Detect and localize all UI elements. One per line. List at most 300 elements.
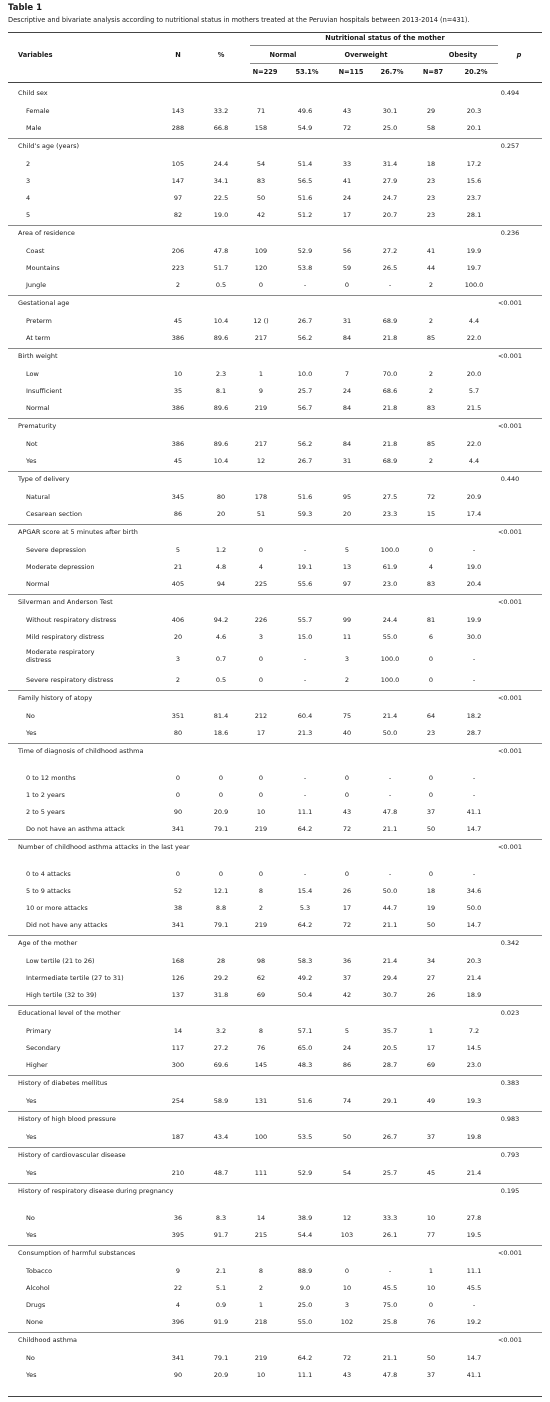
table-cell: 95 <box>342 493 352 501</box>
row-label: Tobacco <box>26 1267 53 1275</box>
table-cell: 37 <box>426 808 436 816</box>
table-cell: 2 <box>428 387 434 395</box>
table-cell: 48.7 <box>213 1169 229 1177</box>
table-cell: 51.6 <box>297 1097 313 1105</box>
row-label: Mountains <box>26 264 60 272</box>
row-label: At term <box>26 334 51 342</box>
table-cell: - <box>303 870 307 878</box>
table-cell: 21.8 <box>382 404 398 412</box>
table-cell: 94.2 <box>213 616 229 624</box>
table-cell: 75.0 <box>382 1301 398 1309</box>
section-title: Gestational age <box>18 299 70 307</box>
row-label: Secondary <box>26 1044 61 1052</box>
p-value: <0.001 <box>497 352 523 360</box>
table-cell: 21.4 <box>382 957 398 965</box>
table-cell: 2 <box>175 676 181 684</box>
table-cell: 20.9 <box>213 808 229 816</box>
table-cell: 254 <box>171 1097 185 1105</box>
table-cell: 8.1 <box>215 387 227 395</box>
table-cell: 2 <box>258 1284 264 1292</box>
table-cell: 19.3 <box>466 1097 482 1105</box>
table-cell: 131 <box>254 1097 268 1105</box>
table-cell: 187 <box>171 1133 185 1141</box>
table-cell: 14.7 <box>466 921 482 929</box>
row-label: 2 <box>26 160 31 168</box>
table-cell: 53.5 <box>297 1133 313 1141</box>
table-cell: 14.7 <box>466 1354 482 1362</box>
table-cell: 47.8 <box>382 1371 398 1379</box>
table-cell: 8 <box>258 887 264 895</box>
table-cell: 217 <box>254 440 268 448</box>
table-cell: 23 <box>426 211 436 219</box>
table-cell: 8 <box>258 1267 264 1275</box>
table-cell: 218 <box>254 1318 268 1326</box>
row-label: Preterm <box>26 317 52 325</box>
table-cell: 64 <box>426 712 436 720</box>
table-cell: 72 <box>426 493 436 501</box>
row-label: No <box>26 1354 35 1362</box>
section-divider <box>8 225 542 226</box>
table-cell: 94 <box>216 580 226 588</box>
table-cell: 50.0 <box>382 887 398 895</box>
table-cell: 109 <box>254 247 268 255</box>
table-cell: 24 <box>342 194 352 202</box>
section-title: Childhood asthma <box>18 1336 78 1344</box>
table-cell: 36 <box>173 1214 183 1222</box>
table-cell: 26.7 <box>297 317 313 325</box>
table-cell: 41 <box>342 177 352 185</box>
table-cell: 0 <box>175 870 181 878</box>
table-cell: - <box>388 281 392 289</box>
table-cell: 20.9 <box>213 1371 229 1379</box>
table-cell: 77 <box>426 1231 436 1239</box>
section-title: Educational level of the mother <box>18 1009 121 1017</box>
table-cell: 23.3 <box>382 510 398 518</box>
table-cell: 31 <box>342 457 352 465</box>
table-cell: 89.6 <box>213 440 229 448</box>
section-divider <box>8 1147 542 1148</box>
table-cell: 58.3 <box>297 957 313 965</box>
table-cell: 15.0 <box>297 633 313 641</box>
table-cell: 68.9 <box>382 317 398 325</box>
p-value: 0.494 <box>500 89 520 97</box>
table-cell: 0 <box>175 791 181 799</box>
table-cell: 52.9 <box>297 1169 313 1177</box>
table-cell: 1.2 <box>215 546 227 554</box>
table-cell: 2 <box>428 370 434 378</box>
table-cell: 26.7 <box>297 457 313 465</box>
table-cell: 23.0 <box>466 1061 482 1069</box>
table-cell: 56.2 <box>297 440 313 448</box>
table-cell: 3 <box>344 654 350 663</box>
row-label: None <box>26 1318 43 1326</box>
table-cell: 86 <box>342 1061 352 1069</box>
p-value: 0.236 <box>500 229 520 237</box>
table-cell: 37 <box>342 974 352 982</box>
table-cell: 27.2 <box>213 1044 229 1052</box>
table-cell: 51.7 <box>213 264 229 272</box>
row-label: Jungle <box>26 281 47 289</box>
table-cell: 217 <box>254 334 268 342</box>
table-cell: 30.1 <box>382 107 398 115</box>
table-cell: 70.0 <box>382 370 398 378</box>
table-cell: 21.5 <box>466 404 482 412</box>
table-cell: 5 <box>344 546 350 554</box>
table-cell: 14.7 <box>466 825 482 833</box>
table-cell: 18.6 <box>213 729 229 737</box>
table-cell: 20.9 <box>466 493 482 501</box>
header-group-overweight: Overweight <box>344 51 388 59</box>
table-cell: 18.9 <box>466 991 482 999</box>
section-title: Consumption of harmful substances <box>18 1249 136 1257</box>
table-cell: 84 <box>342 334 352 342</box>
table-cell: 48.3 <box>297 1061 313 1069</box>
row-label: High tertile (32 to 39) <box>26 991 97 999</box>
table-cell: 27.2 <box>382 247 398 255</box>
table-cell: 10 <box>256 1371 266 1379</box>
table-cell: 75 <box>342 712 352 720</box>
row-label: Insufficient <box>26 387 62 395</box>
table-cell: 51.2 <box>297 211 313 219</box>
table-cell: 405 <box>171 580 185 588</box>
table-cell: 100.0 <box>380 546 400 554</box>
header-n: N <box>175 51 181 59</box>
table-cell: 0 <box>344 1267 350 1275</box>
row-label: Did not have any attacks <box>26 921 108 929</box>
table-cell: 64.2 <box>297 825 313 833</box>
table-cell: 3 <box>175 654 181 663</box>
table-cell: 56.7 <box>297 404 313 412</box>
table-cell: 24.4 <box>382 616 398 624</box>
header-pct-overweight: 26.7% <box>380 68 404 76</box>
table-cell: 143 <box>171 107 185 115</box>
table-cell: 3 <box>258 633 264 641</box>
row-label: Do not have an asthma attack <box>26 825 125 833</box>
table-cell: 43 <box>342 808 352 816</box>
table-cell: 28.1 <box>466 211 482 219</box>
section-title: Silverman and Anderson Test <box>18 598 113 606</box>
row-label: 2 to 5 years <box>26 808 65 816</box>
table-cell: 26 <box>426 991 436 999</box>
table-cell: 24 <box>342 387 352 395</box>
table-cell: 68.6 <box>382 387 398 395</box>
row-label: 3 <box>26 177 31 185</box>
row-label: Severe depression <box>26 546 87 554</box>
table-cell: 19.7 <box>466 264 482 272</box>
subheader-rule <box>250 63 498 64</box>
p-value: <0.001 <box>497 528 523 536</box>
table-cell: 223 <box>171 264 185 272</box>
table-cell: 0 <box>428 1301 434 1309</box>
table-cell: 56 <box>342 247 352 255</box>
table-cell: 50 <box>342 1133 352 1141</box>
row-label: 5 to 9 attacks <box>26 887 71 895</box>
table-cell: 210 <box>171 1169 185 1177</box>
row-label: Intermediate tertile (27 to 31) <box>26 974 124 982</box>
p-value: <0.001 <box>497 422 523 430</box>
p-value: <0.001 <box>497 299 523 307</box>
table-cell: 100 <box>254 1133 268 1141</box>
table-cell: - <box>388 870 392 878</box>
table-cell: 41.1 <box>466 1371 482 1379</box>
table-cell: 91.9 <box>213 1318 229 1326</box>
table-cell: 0 <box>258 281 264 289</box>
table-cell: 25.7 <box>382 1169 398 1177</box>
table-cell: - <box>303 654 307 663</box>
table-cell: 72 <box>342 1354 352 1362</box>
row-label: Male <box>26 124 42 132</box>
table-cell: 99 <box>342 616 352 624</box>
header-pct-normal: 53.1% <box>295 68 319 76</box>
p-value: 0.983 <box>500 1115 520 1123</box>
row-label: Low <box>26 370 39 378</box>
table-cell: 33 <box>342 160 352 168</box>
table-cell: 44 <box>426 264 436 272</box>
table-cell: 19.9 <box>466 616 482 624</box>
table-cell: 19.0 <box>466 563 482 571</box>
table-cell: 35.7 <box>382 1027 398 1035</box>
table-cell: 21.4 <box>466 974 482 982</box>
table-cell: 111 <box>254 1169 268 1177</box>
table-cell: 79.1 <box>213 825 229 833</box>
section-title: Number of childhood asthma attacks in the last year <box>18 843 190 851</box>
table-cell: 3.2 <box>215 1027 227 1035</box>
table-cell: 54 <box>256 160 266 168</box>
table-cell: 19.1 <box>297 563 313 571</box>
section-divider <box>8 524 542 525</box>
table-cell: - <box>303 281 307 289</box>
table-cell: 21.4 <box>466 1169 482 1177</box>
section-title: History of cardiovascular disease <box>18 1151 126 1159</box>
table-cell: 64.2 <box>297 921 313 929</box>
row-label: 4 <box>26 194 31 202</box>
table-cell: 158 <box>254 124 268 132</box>
table-cell: 74 <box>342 1097 352 1105</box>
table-cell: 9.0 <box>299 1284 311 1292</box>
table-cell: 0 <box>258 870 264 878</box>
table-cell: 14 <box>173 1027 183 1035</box>
row-label: No <box>26 712 35 720</box>
table-cell: - <box>472 654 476 663</box>
table-cell: 168 <box>171 957 185 965</box>
row-label: Yes <box>26 1133 37 1141</box>
table-cell: 50.0 <box>382 729 398 737</box>
p-value: <0.001 <box>497 1249 523 1257</box>
table-cell: 43 <box>342 1371 352 1379</box>
table-cell: 72 <box>342 921 352 929</box>
table-cell: 14.5 <box>466 1044 482 1052</box>
table-cell: 21.8 <box>382 440 398 448</box>
section-title: History of high blood pressure <box>18 1115 116 1123</box>
table-cell: 10 <box>342 1284 352 1292</box>
table-cell: 17.4 <box>466 510 482 518</box>
table-cell: 27.5 <box>382 493 398 501</box>
table-cell: 386 <box>171 334 185 342</box>
section-divider <box>8 935 542 936</box>
table-cell: 1 <box>428 1027 434 1035</box>
table-cell: 10 <box>173 370 183 378</box>
table-cell: 50 <box>426 1354 436 1362</box>
table-cell: 178 <box>254 493 268 501</box>
top-rule <box>8 32 542 33</box>
table-cell: 27.9 <box>382 177 398 185</box>
table-cell: 58.9 <box>213 1097 229 1105</box>
table-cell: 145 <box>254 1061 268 1069</box>
table-cell: 5.3 <box>299 904 311 912</box>
p-value: 0.257 <box>500 142 520 150</box>
p-value: 0.793 <box>500 1151 520 1159</box>
table-cell: 19.9 <box>466 247 482 255</box>
table-caption: Descriptive and bivariate analysis according to nutritional status in mothers treated at the Peruvian hospitals between 2013-2014 (n=431). <box>8 16 470 24</box>
row-label: No <box>26 1214 35 1222</box>
row-label: Female <box>26 107 50 115</box>
header-variables: Variables <box>18 51 53 59</box>
table-cell: 100.0 <box>380 676 400 684</box>
table-cell: 1 <box>258 1301 264 1309</box>
table-cell: 72 <box>342 825 352 833</box>
header-percent: % <box>217 51 225 59</box>
table-cell: 19.8 <box>466 1133 482 1141</box>
table-cell: 50 <box>426 921 436 929</box>
table-cell: 52.9 <box>297 247 313 255</box>
p-value: 0.440 <box>500 475 520 483</box>
table-cell: 23 <box>426 729 436 737</box>
table-cell: 21 <box>173 563 183 571</box>
table-cell: 45 <box>426 1169 436 1177</box>
row-label: Drugs <box>26 1301 46 1309</box>
row-label: Moderate depression <box>26 563 95 571</box>
table-cell: 25.0 <box>382 124 398 132</box>
table-cell: 15.6 <box>466 177 482 185</box>
table-cell: 26.7 <box>382 1133 398 1141</box>
table-cell: 147 <box>171 177 185 185</box>
table-cell: 3 <box>344 1301 350 1309</box>
table-cell: 41 <box>426 247 436 255</box>
table-cell: 8.8 <box>215 904 227 912</box>
table-cell: 29.4 <box>382 974 398 982</box>
table-cell: 45 <box>173 457 183 465</box>
table-cell: 103 <box>340 1231 354 1239</box>
header-group-obesity: Obesity <box>448 51 478 59</box>
table-cell: 76 <box>426 1318 436 1326</box>
row-label: Without respiratory distress <box>26 616 117 624</box>
table-cell: 25.8 <box>382 1318 398 1326</box>
table-cell: 4.6 <box>215 633 227 641</box>
table-cell: 43.4 <box>213 1133 229 1141</box>
table-cell: 29.2 <box>213 974 229 982</box>
section-divider <box>8 594 542 595</box>
table-cell: 34.1 <box>213 177 229 185</box>
table-cell: 288 <box>171 124 185 132</box>
table-cell: 0 <box>344 870 350 878</box>
table-cell: 17 <box>342 211 352 219</box>
table-cell: 23 <box>426 177 436 185</box>
table-cell: 212 <box>254 712 268 720</box>
table-cell: 4.4 <box>468 457 480 465</box>
table-cell: 17 <box>426 1044 436 1052</box>
table-cell: 31 <box>342 317 352 325</box>
table-cell: 34.6 <box>466 887 482 895</box>
table-cell: 54.9 <box>297 124 313 132</box>
header-bottom-rule <box>8 82 542 83</box>
table-cell: 20.3 <box>466 957 482 965</box>
table-cell: 4.8 <box>215 563 227 571</box>
table-cell: 2 <box>175 281 181 289</box>
table-cell: 28.7 <box>382 1061 398 1069</box>
table-cell: 396 <box>171 1318 185 1326</box>
table-cell: - <box>472 791 476 799</box>
table-cell: 83 <box>426 580 436 588</box>
table-cell: 22.0 <box>466 334 482 342</box>
table-cell: 219 <box>254 404 268 412</box>
table-cell: 10 <box>256 808 266 816</box>
table-cell: - <box>388 791 392 799</box>
table-cell: 395 <box>171 1231 185 1239</box>
table-cell: 9 <box>258 387 264 395</box>
table-cell: 0.5 <box>215 676 227 684</box>
table-cell: 2 <box>428 317 434 325</box>
table-cell: 62 <box>256 974 266 982</box>
table-cell: 100.0 <box>464 281 484 289</box>
group-title-rule <box>250 45 498 46</box>
table-cell: 54 <box>342 1169 352 1177</box>
table-cell: 5.7 <box>468 387 480 395</box>
row-label: Yes <box>26 1231 37 1239</box>
table-cell: 0 <box>218 774 224 782</box>
table-cell: 120 <box>254 264 268 272</box>
table-cell: 50.4 <box>297 991 313 999</box>
row-label: Cesarean section <box>26 510 83 518</box>
table-cell: 42 <box>342 991 352 999</box>
row-label: Yes <box>26 457 37 465</box>
table-cell: 21.4 <box>382 712 398 720</box>
row-label: Moderate respiratory distress <box>26 648 95 664</box>
table-cell: 9 <box>175 1267 181 1275</box>
table-cell: 0 <box>344 281 350 289</box>
table-cell: 17 <box>256 729 266 737</box>
table-cell: 25.7 <box>297 387 313 395</box>
table-cell: 59.3 <box>297 510 313 518</box>
section-title: Child’s age (years) <box>18 142 80 150</box>
table-cell: 14 <box>256 1214 266 1222</box>
header-group-normal: Normal <box>269 51 297 59</box>
p-value: <0.001 <box>497 694 523 702</box>
table-cell: 51.4 <box>297 160 313 168</box>
section-divider <box>8 1111 542 1112</box>
table-cell: 31.8 <box>213 991 229 999</box>
table-cell: 18.2 <box>466 712 482 720</box>
table-cell: 79.1 <box>213 921 229 929</box>
table-cell: 8.3 <box>215 1214 227 1222</box>
table-cell: 49 <box>426 1097 436 1105</box>
table-cell: 21.1 <box>382 825 398 833</box>
table-cell: 79.1 <box>213 1354 229 1362</box>
p-value: <0.001 <box>497 843 523 851</box>
row-label: Severe respiratory distress <box>26 676 114 684</box>
table-cell: 45.5 <box>382 1284 398 1292</box>
table-cell: 25.0 <box>297 1301 313 1309</box>
table-cell: 55.7 <box>297 616 313 624</box>
table-cell: 37 <box>426 1371 436 1379</box>
header-n-normal: N=229 <box>252 68 278 76</box>
table-cell: 206 <box>171 247 185 255</box>
table-cell: 11 <box>342 633 352 641</box>
table-cell: 19 <box>426 904 436 912</box>
row-label: 1 to 2 years <box>26 791 65 799</box>
table-cell: 40 <box>342 729 352 737</box>
table-cell: 12.1 <box>213 887 229 895</box>
table-cell: 89.6 <box>213 334 229 342</box>
